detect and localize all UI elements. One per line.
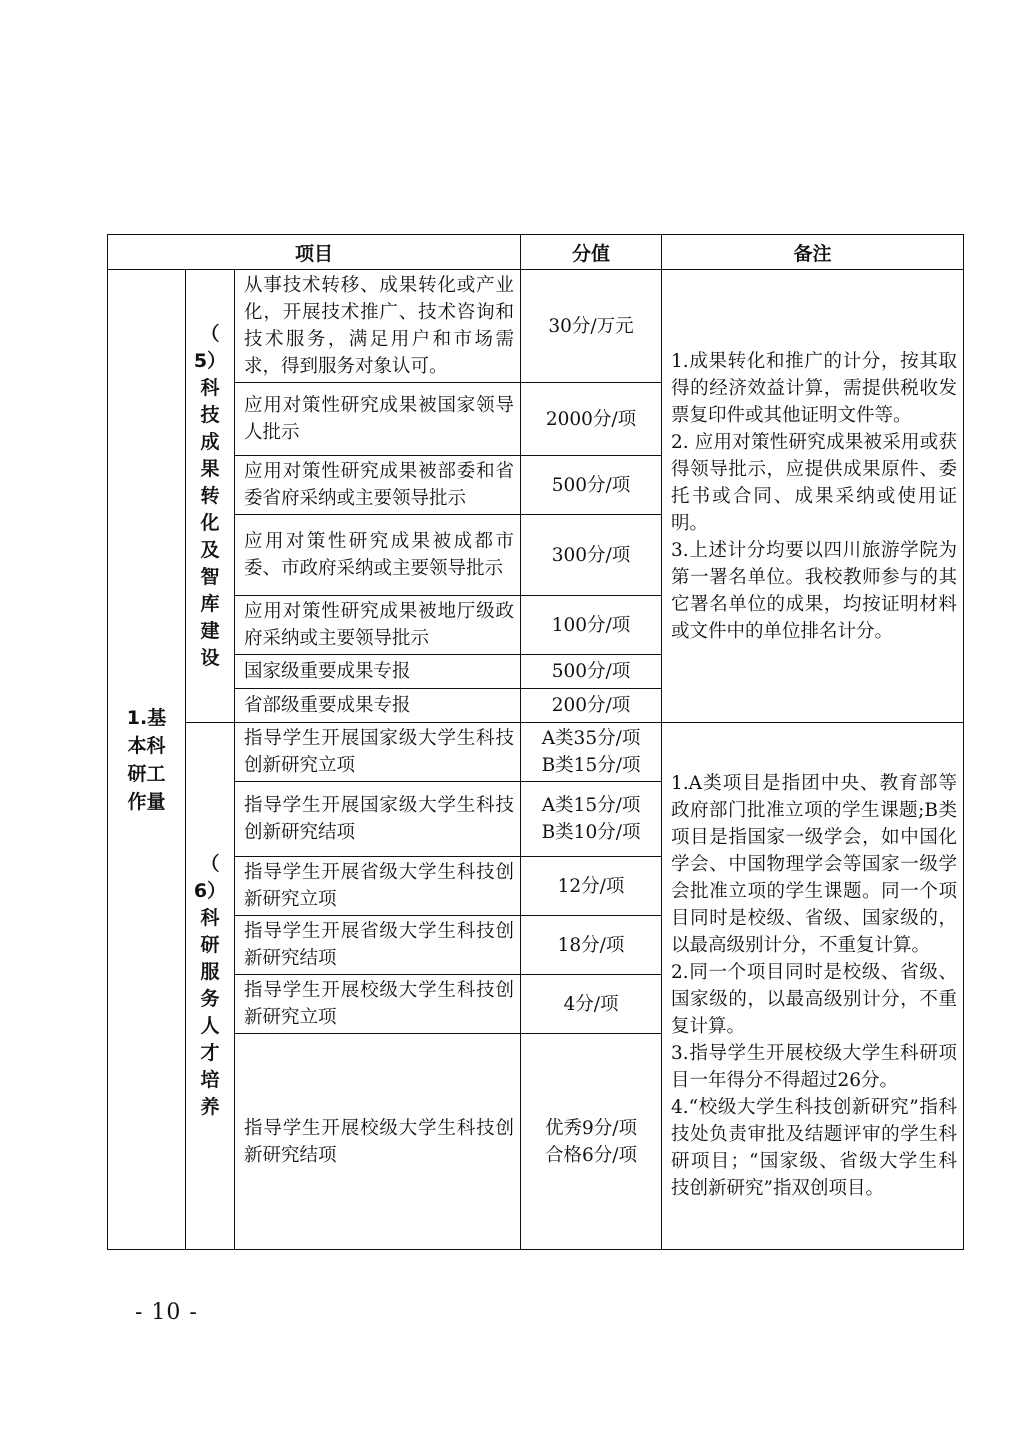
item-cell: 指导学生开展国家级大学生科技创新研究结项: [235, 782, 521, 857]
section6-label-cell: [186, 723, 235, 1250]
table-header-row: [108, 235, 964, 270]
section5-label-line: 技: [200, 403, 220, 426]
item-cell: 指导学生开展省级大学生科技创新研究立项: [235, 857, 521, 916]
note-line: 1.成果转化和推广的计分，按其取得的经济效益计算，需提供税收发票复印件或其他证明文件等。: [671, 350, 958, 426]
score-cell: [521, 723, 662, 782]
section6-label-line: 才: [200, 1042, 220, 1064]
category-label-line: 本科: [127, 734, 166, 757]
score-value: 100分/项: [551, 614, 631, 636]
score-table: [107, 234, 964, 1250]
item-cell: 指导学生开展国家级大学生科技创新研究立项: [235, 723, 521, 782]
section5-label-line: （: [200, 322, 220, 345]
note-line: 3.上述计分均要以四川旅游学院为第一署名单位。我校教师参与的其它署名单位的成果，均按证明材料或文件中的单位排名计分。: [671, 539, 958, 642]
category-label-line: 作量: [127, 790, 166, 813]
score-value: 500分/项: [551, 474, 631, 496]
note-line: 2. 应用对策性研究成果被采用或获得领导批示，应提供成果原件、委托书或合同、成果采纳或使用证明。: [671, 431, 958, 534]
section6-note-cell: [662, 723, 964, 1250]
table-row: [108, 270, 964, 383]
category-label-line: 研工: [127, 762, 166, 785]
section6-label-line: 6）: [193, 880, 227, 902]
score-value: 18分/项: [557, 934, 625, 956]
score-value: 500分/项: [551, 661, 631, 682]
score-cell: [521, 515, 662, 596]
score-value: 优秀9分/项: [545, 1117, 638, 1139]
item-cell: 指导学生开展校级大学生科技创新研究结项: [235, 1034, 521, 1250]
score-value: 30分/万元: [548, 315, 634, 337]
score-value: 200分/项: [551, 695, 631, 716]
section6-label-line: 培: [200, 1069, 220, 1091]
section6-label-line: 服: [200, 961, 220, 983]
section5-label-line: 科: [200, 376, 220, 399]
section5-label-line: 设: [200, 646, 220, 669]
section5-label-line: 果: [200, 457, 220, 480]
score-cell: [521, 270, 662, 383]
item-cell: 国家级重要成果专报: [235, 655, 521, 689]
score-cell: [521, 975, 662, 1034]
item-cell: 指导学生开展省级大学生科技创新研究结项: [235, 916, 521, 975]
item-cell: 应用对策性研究成果被国家领导人批示: [235, 383, 521, 456]
header-project: 项目: [108, 235, 521, 270]
item-cell: 省部级重要成果专报: [235, 689, 521, 723]
table-row: [108, 723, 964, 782]
section5-label-line: 5）: [193, 349, 227, 372]
item-cell: 从事技术转移、成果转化或产业化，开展技术推广、技术咨询和技术服务，满足用户和市场需求，得到服务对象认可。: [235, 270, 521, 383]
score-value: 2000分/项: [545, 408, 637, 430]
section5-label-cell: [186, 270, 235, 723]
score-cell: [521, 383, 662, 456]
score-cell: [521, 1034, 662, 1250]
header-note: 备注: [662, 235, 964, 270]
section6-label-line: （: [200, 853, 220, 875]
item-cell: 应用对策性研究成果被部委和省委省府采纳或主要领导批示: [235, 456, 521, 515]
score-cell: [521, 782, 662, 857]
header-score: 分值: [521, 235, 662, 270]
category-label-line: 1.基: [126, 706, 167, 729]
score-cell: [521, 916, 662, 975]
note-line: 4.“校级大学生科技创新研究”指科技处负责审批及结题评审的学生科研项目；“国家级、省级大学生科技创新研究”指双创项目。: [671, 1097, 958, 1199]
score-cell: [521, 655, 662, 689]
section5-label-line: 库: [200, 592, 220, 615]
score-value: 合格6分/项: [545, 1144, 638, 1166]
item-cell: 应用对策性研究成果被地厅级政府采纳或主要领导批示: [235, 596, 521, 655]
section6-label-line: 科: [200, 907, 220, 929]
section6-label-line: 养: [200, 1096, 220, 1118]
score-cell: [521, 596, 662, 655]
score-value: 300分/项: [551, 544, 631, 566]
section5-label-line: 成: [200, 430, 220, 453]
section6-label-line: 务: [200, 988, 220, 1010]
score-value: 12分/项: [557, 875, 625, 897]
score-cell: [521, 857, 662, 916]
score-value: 4分/项: [563, 993, 619, 1015]
section5-label-line: 化: [200, 511, 220, 534]
item-cell: 应用对策性研究成果被成都市委、市政府采纳或主要领导批示: [235, 515, 521, 596]
page-number: - 10 -: [135, 1300, 198, 1325]
section5-label-line: 转: [200, 484, 220, 507]
note-line: 3.指导学生开展校级大学生科研项目一年得分不得超过26分。: [671, 1043, 958, 1091]
score-value: B类10分/项: [541, 822, 641, 843]
section6-label-line: 研: [200, 934, 220, 956]
score-cell: [521, 689, 662, 723]
note-line: 2.同一个项目同时是校级、省级、国家级的，以最高级别计分，不重复计算。: [671, 962, 958, 1037]
item-cell: 指导学生开展校级大学生科技创新研究立项: [235, 975, 521, 1034]
section5-label-line: 智: [200, 565, 220, 588]
note-line: 1.A类项目是指团中央、教育部等政府部门批准立项的学生课题;B类项目是指国家一级学会，如中国化学会、中国物理学会等国家一级学会批准立项的学生课题。同一个项目同时是校级、省级、国家级的，以最高级别计分，不重复计算。: [671, 773, 958, 956]
category-cell: [108, 270, 186, 1250]
score-cell: [521, 456, 662, 515]
score-value: B类15分/项: [541, 755, 641, 776]
section5-note-cell: [662, 270, 964, 723]
score-value: A类35分/项: [541, 728, 641, 749]
section5-label-line: 建: [200, 619, 220, 642]
section6-label-line: 人: [200, 1015, 220, 1037]
score-value: A类15分/项: [541, 795, 641, 816]
section5-label-line: 及: [200, 538, 220, 561]
